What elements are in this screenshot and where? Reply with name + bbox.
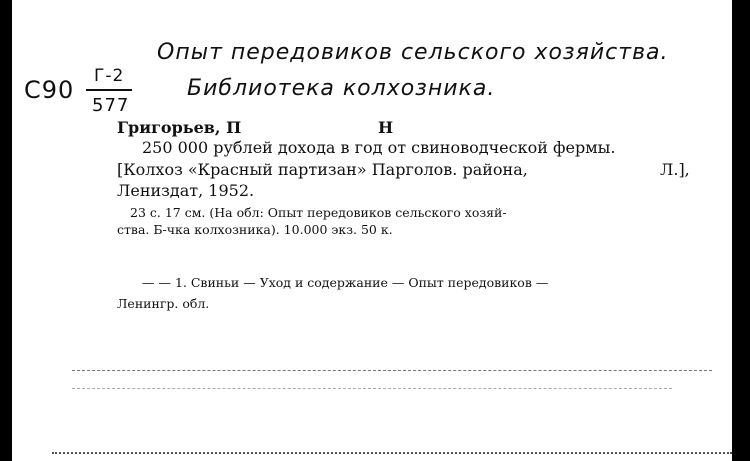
- publisher-line-end: Л.],: [660, 160, 690, 179]
- author-name: Григорьев, П: [117, 118, 242, 137]
- shelf-code-bottom: 577: [92, 95, 130, 116]
- collation-line-2: ства. Б-чка колхозника). 10.000 экз. 50 к.: [117, 222, 393, 237]
- scan-border-right: [732, 0, 750, 461]
- shelf-code: С90: [24, 76, 75, 104]
- scan-noise-line: [52, 452, 732, 455]
- catalog-card: [12, 0, 732, 461]
- scan-noise-line: [72, 388, 672, 390]
- handwritten-library-title: Библиотека колхозника.: [187, 76, 496, 101]
- book-title: 250 000 рублей дохода в год от свиноводческой фермы.: [142, 138, 616, 157]
- publisher-line: [Колхоз «Красный партизан» Парголов. района,: [117, 160, 528, 179]
- collation-line-1: 23 с. 17 см. (На обл: Опыт передовиков сельского хозяй-: [130, 205, 507, 220]
- handwritten-series-title: Опыт передовиков сельского хозяйства.: [157, 40, 669, 65]
- shelf-code-fraction-line: [86, 89, 132, 91]
- scan-noise-line: [72, 370, 712, 372]
- imprint: Лениздат, 1952.: [117, 181, 255, 200]
- shelf-code-top: Г-2: [94, 66, 125, 86]
- subject-line-1: — — 1. Свиньи — Уход и содержание — Опыт передовиков —: [142, 275, 549, 290]
- scan-border-left: [0, 0, 12, 461]
- author-initial: Н: [378, 118, 394, 137]
- subject-line-2: Ленингр. обл.: [117, 296, 210, 311]
